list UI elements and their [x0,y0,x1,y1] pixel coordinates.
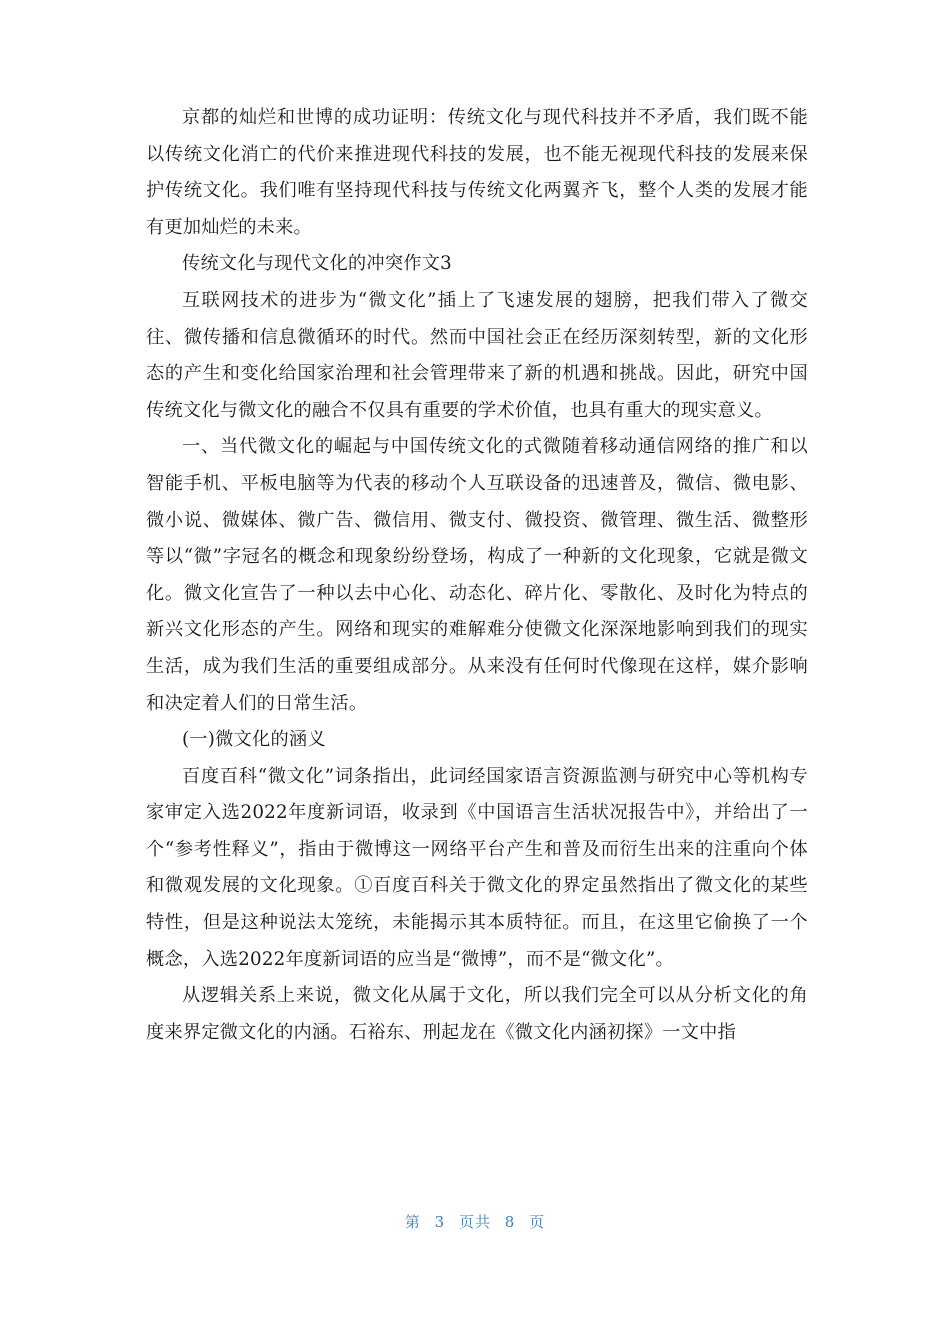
page-body [146,100,808,1051]
page-number-footer: 第 3 页共 8 页 [404,1213,546,1231]
paragraph-section-one: 一、当代微文化的崛起与中国传统文化的式微随着移动通信网络的推广和以智能手机、平板电脑等为代表的移动个人互联设备的迅速普及，微信、微电影、微小说、微媒体、微广告、微信用、微支付、微投资、微管理、微生活、微整形等以“微”字冠名的概念和现象纷纷登场，构成了一种新的文化现象，它就是微文化。微文化宣告了一种以去中心化、动态化、碎片化、零散化、及时化为特点的新兴文化形态的产生。网络和现实的难解难分使微文化深深地影响到我们的现实生活，成为我们生活的重要组成部分。从来没有任何时代像现在这样，媒介影响和决定着人们的日常生活。 [146,436,808,714]
paragraph-internet-micro-culture: 互联网技术的进步为“微文化”插上了飞速发展的翅膀，把我们带入了微交往、微传播和信息微循环的时代。然而中国社会正在经历深刻转型，新的文化形态的产生和变化给国家治理和社会管理带来了新的机遇和挑战。因此，研究中国传统文化与微文化的融合不仅具有重要的学术价值，也具有重大的现实意义。 [146,289,808,421]
paragraph-world-expo-conclusion: 京都的灿烂和世博的成功证明：传统文化与现代科技并不矛盾，我们既不能以传统文化消亡的代价来推进现代科技的发展，也不能无视现代科技的发展来保护传统文化。我们唯有坚持现代科技与传统文化两翼齐飞，整个人类的发展才能有更加灿烂的未来。 [146,107,808,238]
paragraph-logical-relation: 从逻辑关系上来说，微文化从属于文化，所以我们完全可以从分析文化的角度来界定微文化的内涵。石裕东、刑起龙在《微文化内涵初探》一文中指 [146,985,808,1043]
essay-heading: 传统文化与现代文化的冲突作文3 [182,253,452,275]
paragraph-baidu-definition: 百度百科“微文化”词条指出，此词经国家语言资源监测与研究中心等机构专家审定入选2022年度新词语，收录到《中国语言生活状况报告中》，并给出了一个“参考性释义”，指由于微博这一网络平台产生和普及而衍生出来的注重向个体和微观发展的文化现象。①百度百科关于微文化的界定虽然指出了微文化的某些特性，但是这种说法太笼统，未能揭示其本质特征。而且，在这里它偷换了一个概念，入选2022年度新词语的应当是“微博”，而不是“微文化”。 [146,765,808,970]
subsection-heading: (一)微文化的涵义 [182,729,326,751]
